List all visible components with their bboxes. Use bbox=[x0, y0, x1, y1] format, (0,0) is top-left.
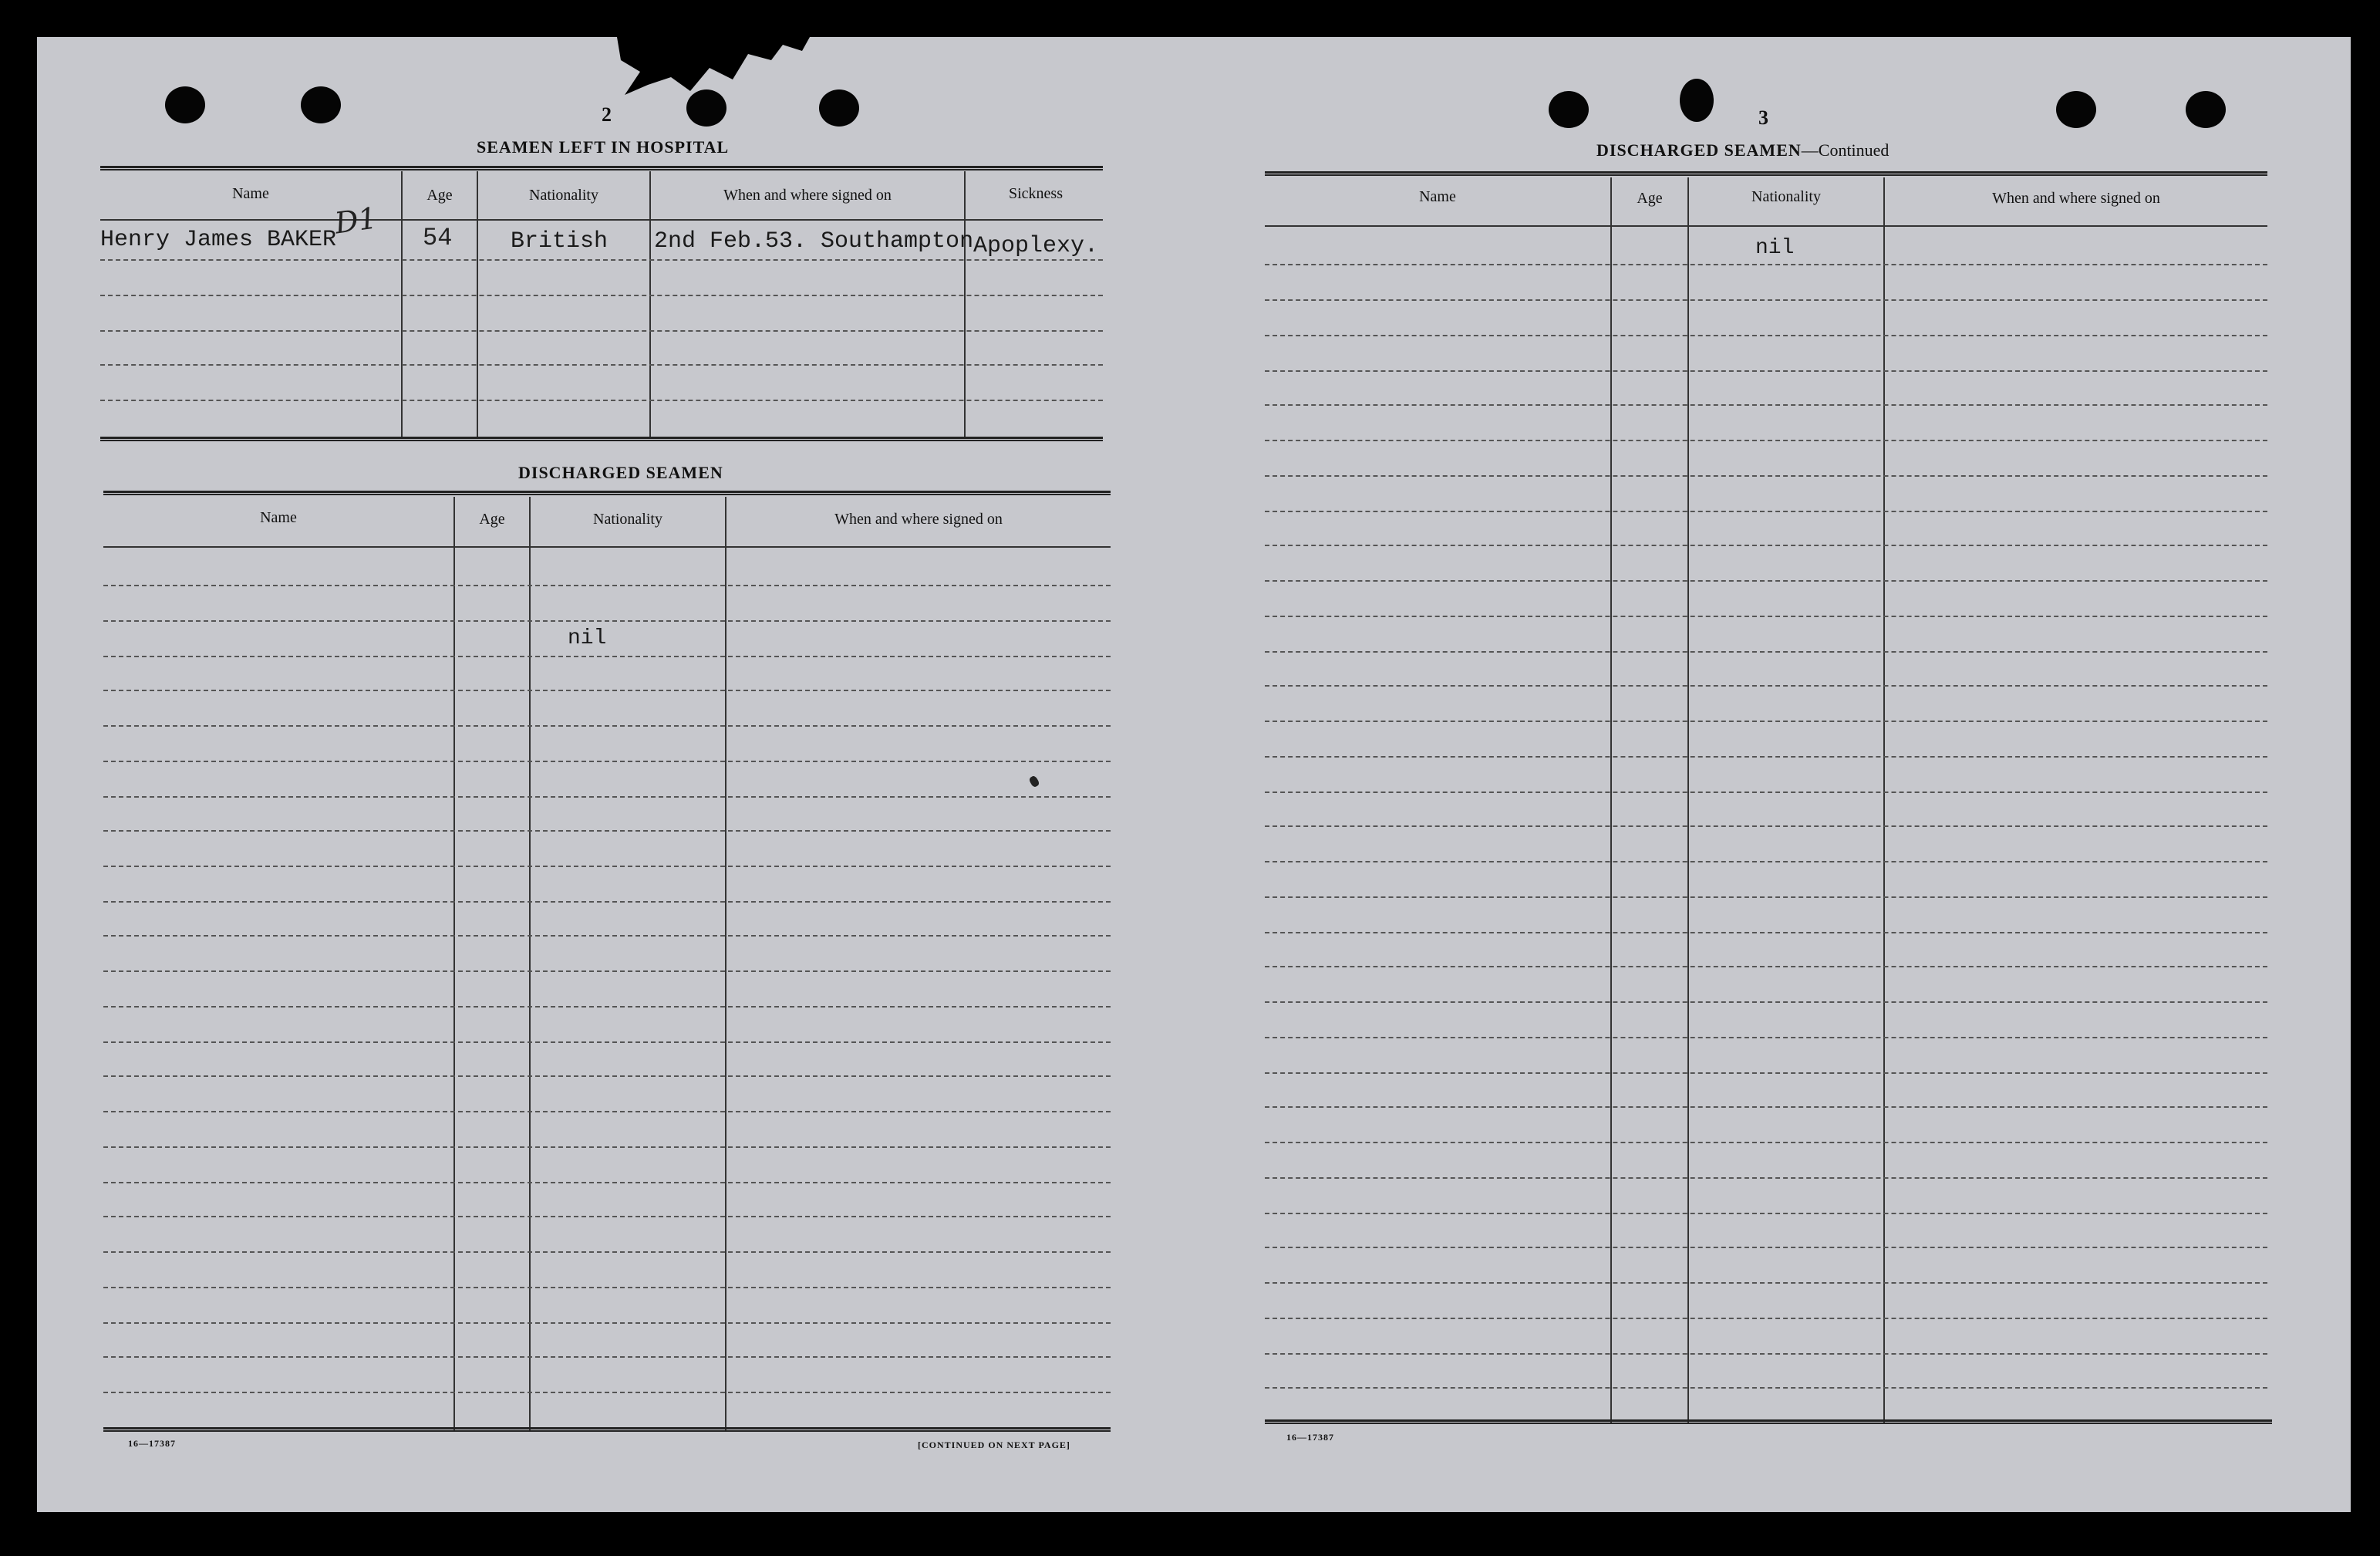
row-line bbox=[1265, 896, 2267, 898]
continued-note: [CONTINUED ON NEXT PAGE] bbox=[918, 1440, 1070, 1450]
row-line bbox=[1265, 1072, 2267, 1074]
row-line bbox=[1265, 1247, 2267, 1248]
col-divider bbox=[725, 497, 726, 1430]
row-line bbox=[1265, 1353, 2267, 1355]
row-line bbox=[103, 1075, 1111, 1077]
discharged-continued-title-text: DISCHARGED SEAMEN bbox=[1596, 140, 1802, 160]
row-line bbox=[103, 1251, 1111, 1253]
row-line bbox=[1265, 1001, 2267, 1003]
row-line bbox=[1265, 721, 2267, 722]
row-line bbox=[1265, 966, 2267, 967]
col-header-age: Age bbox=[1637, 190, 1663, 207]
row-line bbox=[1265, 580, 2267, 582]
row-line bbox=[1265, 1142, 2267, 1143]
rule bbox=[103, 1427, 1111, 1432]
row-line bbox=[1265, 825, 2267, 827]
row-line bbox=[103, 761, 1111, 762]
row-line bbox=[1265, 475, 2267, 477]
hospital-section-title: SEAMEN LEFT IN HOSPITAL bbox=[477, 137, 730, 157]
form-code-left: 16—17387 bbox=[128, 1438, 176, 1449]
hospital-entry-signed-on: 2nd Feb.53. Southampton bbox=[654, 228, 974, 255]
row-line bbox=[103, 830, 1111, 832]
discharged-section-title: DISCHARGED SEAMEN bbox=[518, 463, 723, 482]
row-line bbox=[103, 1356, 1111, 1358]
row-line bbox=[100, 330, 1103, 332]
col-header-signed-on: When and where signed on bbox=[723, 187, 892, 204]
row-line bbox=[1265, 1106, 2267, 1108]
row-line bbox=[1265, 264, 2267, 265]
row-line bbox=[103, 970, 1111, 972]
col-divider bbox=[529, 497, 531, 1430]
row-line bbox=[103, 1041, 1111, 1043]
rule bbox=[100, 166, 1103, 170]
punch-hole bbox=[1549, 91, 1589, 128]
hospital-entry-sickness: Apoplexy. bbox=[973, 233, 1099, 259]
punch-hole bbox=[686, 89, 726, 127]
punch-hole bbox=[301, 86, 341, 123]
col-header-name: Name bbox=[232, 185, 269, 202]
torn-paper-edge bbox=[617, 37, 810, 99]
discharged-entry-nil: nil bbox=[568, 626, 607, 650]
col-header-signed-on: When and where signed on bbox=[834, 511, 1003, 528]
row-line bbox=[103, 1216, 1111, 1217]
hospital-entry-age: 54 bbox=[423, 224, 453, 252]
col-divider bbox=[649, 171, 651, 438]
row-line bbox=[100, 295, 1103, 296]
rule bbox=[1265, 1419, 2272, 1424]
row-line bbox=[1265, 440, 2267, 441]
punch-hole bbox=[819, 89, 859, 127]
row-line bbox=[1265, 1037, 2267, 1038]
col-header-nationality: Nationality bbox=[529, 187, 598, 204]
col-divider bbox=[401, 171, 403, 438]
document-sheet bbox=[37, 37, 2351, 1512]
row-line bbox=[1265, 404, 2267, 406]
col-header-nationality: Nationality bbox=[1751, 188, 1821, 205]
row-line bbox=[103, 1322, 1111, 1324]
header-rule bbox=[100, 219, 1103, 221]
col-header-nationality: Nationality bbox=[593, 511, 662, 528]
discharged-continued-title bbox=[1596, 140, 1889, 160]
row-line bbox=[1265, 1282, 2267, 1284]
row-line bbox=[1265, 511, 2267, 512]
col-divider bbox=[477, 171, 478, 438]
col-header-age: Age bbox=[426, 187, 453, 204]
handwritten-annotation: D1 bbox=[332, 201, 379, 241]
row-line bbox=[103, 1182, 1111, 1183]
row-line bbox=[1265, 370, 2267, 372]
row-line bbox=[1265, 545, 2267, 546]
hospital-entry-name: Henry James BAKER bbox=[100, 227, 337, 253]
rule bbox=[100, 437, 1103, 441]
row-line bbox=[1265, 335, 2267, 336]
row-line bbox=[1265, 616, 2267, 617]
row-line bbox=[1265, 1387, 2267, 1389]
row-line bbox=[100, 259, 1103, 261]
row-line bbox=[1265, 932, 2267, 933]
col-header-name: Name bbox=[260, 509, 297, 526]
punch-hole bbox=[2056, 91, 2096, 128]
punch-hole bbox=[165, 86, 205, 123]
row-line bbox=[103, 1006, 1111, 1008]
col-header-sickness: Sickness bbox=[1009, 185, 1063, 202]
row-line bbox=[1265, 792, 2267, 793]
header-rule bbox=[103, 546, 1111, 548]
row-line bbox=[103, 585, 1111, 586]
row-line bbox=[1265, 1177, 2267, 1179]
row-line bbox=[103, 1111, 1111, 1112]
col-divider bbox=[1883, 177, 1885, 1424]
rule bbox=[103, 491, 1111, 495]
row-line bbox=[103, 1392, 1111, 1393]
col-divider bbox=[1610, 177, 1612, 1424]
col-divider bbox=[964, 171, 966, 438]
row-line bbox=[103, 866, 1111, 867]
col-divider bbox=[453, 497, 455, 1430]
page-number-right: 3 bbox=[1758, 106, 1768, 129]
row-line bbox=[103, 1287, 1111, 1288]
row-line bbox=[103, 901, 1111, 903]
col-header-age: Age bbox=[479, 511, 505, 528]
rule bbox=[1265, 171, 2267, 176]
header-rule bbox=[1265, 225, 2267, 227]
punch-hole bbox=[2186, 91, 2226, 128]
row-line bbox=[1265, 1213, 2267, 1214]
row-line bbox=[1265, 1318, 2267, 1319]
col-divider bbox=[1687, 177, 1689, 1424]
row-line bbox=[103, 725, 1111, 727]
col-header-name: Name bbox=[1419, 188, 1456, 205]
row-line bbox=[100, 400, 1103, 401]
row-line bbox=[103, 656, 1111, 657]
row-line bbox=[100, 364, 1103, 366]
row-line bbox=[103, 620, 1111, 622]
row-line bbox=[1265, 861, 2267, 862]
row-line bbox=[103, 1146, 1111, 1148]
col-header-signed-on: When and where signed on bbox=[1992, 190, 2160, 207]
row-line bbox=[1265, 651, 2267, 653]
punch-hole bbox=[1680, 79, 1714, 122]
row-line bbox=[1265, 756, 2267, 758]
hospital-entry-nationality: British bbox=[511, 228, 608, 255]
row-line bbox=[103, 935, 1111, 937]
row-line bbox=[1265, 299, 2267, 301]
page-number-left: 2 bbox=[602, 103, 612, 126]
row-line bbox=[103, 796, 1111, 798]
row-line bbox=[103, 690, 1111, 691]
row-line bbox=[1265, 685, 2267, 687]
discharged-continued-entry-nil: nil bbox=[1755, 236, 1795, 260]
form-code-right: 16—17387 bbox=[1286, 1432, 1334, 1443]
continued-suffix: —Continued bbox=[1801, 140, 1890, 160]
